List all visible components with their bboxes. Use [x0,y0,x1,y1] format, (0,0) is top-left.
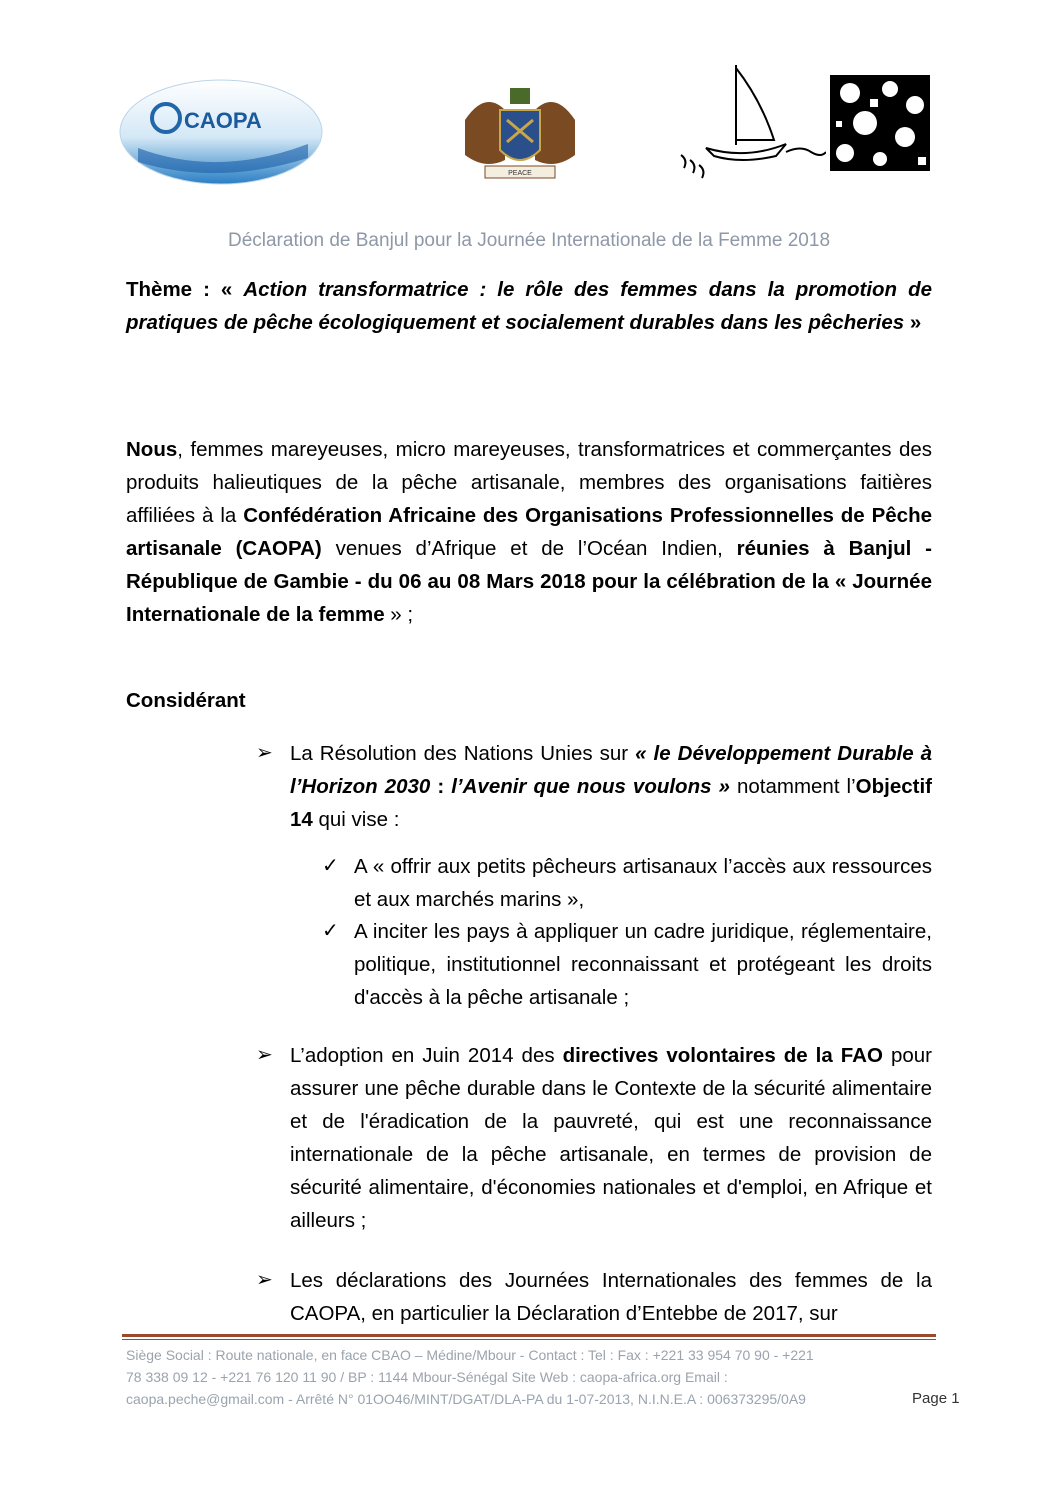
b2-bold: directives volontaires de la FAO [562,1044,883,1067]
theme-paragraph [126,273,932,339]
arrow-bullet-icon: ➢ [256,1269,273,1291]
pattern-logo [830,75,930,171]
b1-end: qui vise : [312,808,400,831]
footer-rule-thin [122,1339,936,1340]
bullet-un-resolution [290,737,932,836]
footer-line-1: Siège Social : Route nationale, en face CBAO – Médine/Mbour - Contact : Tel : Fax : +221 33 954 70 90 - +221 [126,1347,814,1363]
b2-post: pour assurer une pêche durable dans le Contexte de la sécurité alimentaire et de l'éradication de la pauvreté, qui est une reconnaissance internationale de la pêche artisanale, en termes de provision de sécurité alimentaire, d'économies nationales et d'emploi, en Afrique et ailleurs ; [290,1044,932,1232]
considerant-heading: Considérant [126,689,246,712]
caopa-logo-text: CAOPA [184,108,262,133]
intro-paragraph [126,433,932,631]
document-title: Déclaration de Banjul pour la Journée Internationale de la Femme 2018 [227,230,831,251]
footer-line-2: 78 338 09 12 - +221 76 120 11 90 / BP : 1144 Mbour-Sénégal Site Web : caopa-africa.org Email : [126,1369,728,1385]
intro-text: , femmes mareyeuses, micro mareyeuses, transformatrices et commerçantes des produits halieutiques de la pêche artisanale, membres des organisations faitières affiliées à la [126,438,932,527]
crest-motto: PEACE [508,170,532,177]
theme-text: Action transformatrice : le rôle des femmes dans la promotion de pratiques de pêche écologiquement et socialement durables dans les pêcheries [126,278,932,334]
arrow-bullet-icon: ➢ [256,1044,273,1066]
theme-label: Thème : « [126,278,233,301]
bullet-fao-directives [290,1039,932,1237]
b1-colon: : [430,775,452,798]
b1-italic-2: l’Avenir que nous voulons » [451,775,730,798]
check-icon: ✓ [322,855,339,877]
b1-italic: « le Développement Durable à l’Horizon 2030 [290,742,933,798]
intro-nous: Nous [126,438,178,461]
intro-org: Confédération Africaine des Organisations Professionnelles de Pêche artisanale (CAOPA) [126,504,932,560]
theme-close: » [909,311,922,334]
sub-bullet-2: A inciter les pays à appliquer un cadre juridique, réglementaire, politique, institutionnel reconnaissant et protégeant les droits d'accès à la pêche artisanale ; [354,920,932,1009]
b1-pre: La Résolution des Nations Unies sur [290,742,629,765]
sailboat-logo [676,60,826,180]
coat-of-arms-logo [455,80,585,184]
page-number: Page 1 [912,1390,960,1407]
intro-text-2: venues d’Afrique et de l’Océan Indien, [321,537,737,560]
arrow-bullet-icon: ➢ [256,742,273,764]
b2-pre: L’adoption en Juin 2014 des [290,1044,563,1067]
intro-meeting: réunies à Banjul - République de Gambie - du 06 au 08 Mars 2018 pour la célébration de la « Journée Internationale de la femme [126,537,932,626]
caopa-logo [118,78,324,186]
b1-objective: Objectif 14 [290,775,932,831]
footer-rule [122,1334,936,1337]
sub-bullet-1: A « offrir aux petits pêcheurs artisanaux l’accès aux ressources et aux marchés marins », [354,855,932,911]
footer-line-3: caopa.peche@gmail.com - Arrêté N° 01OO46/MINT/DGAT/DLA-PA du 1-07-2013, N.I.N.E.A : 006373295/0A9 [126,1391,806,1407]
bullet-declarations: Les déclarations des Journées Internationales des femmes de la CAOPA, en particulier la Déclaration d’Entebbe de 2017, sur [290,1269,932,1325]
check-icon: ✓ [322,920,339,942]
b1-post: notamment l’ [729,775,856,798]
intro-end: » ; [384,603,414,626]
